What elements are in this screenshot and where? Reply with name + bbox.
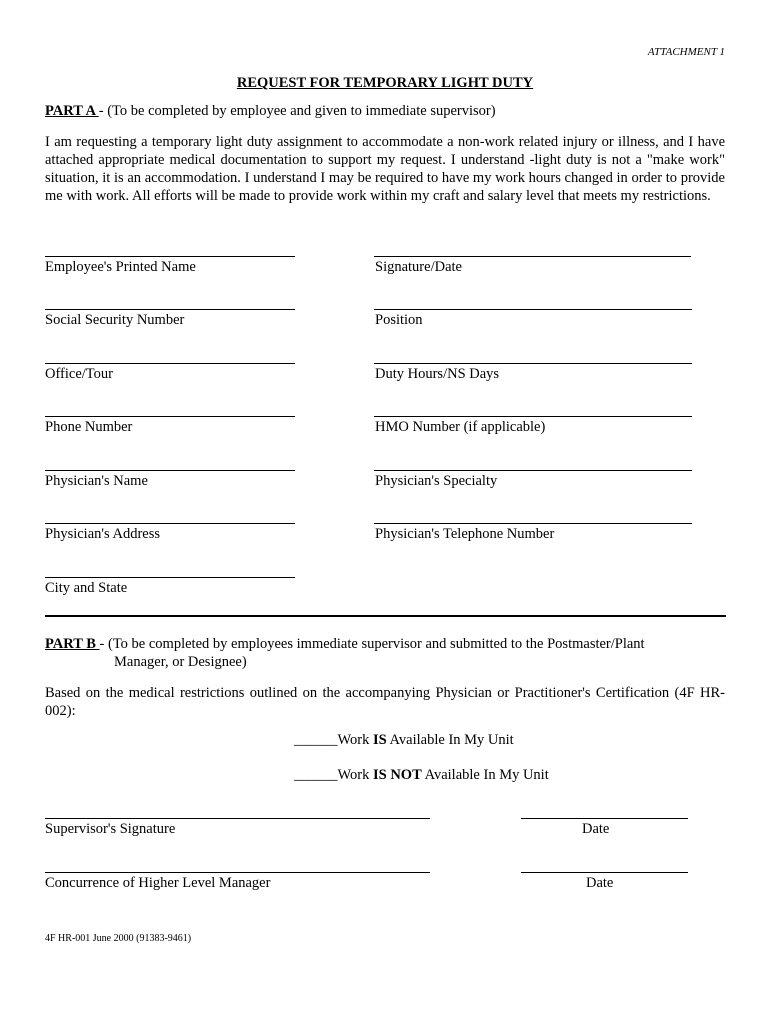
duty-hours-label: Duty Hours/NS Days	[375, 366, 500, 382]
physician-phone-line[interactable]	[374, 523, 692, 524]
date-2-line[interactable]	[521, 872, 688, 873]
part-b-instruction-cont: Manager, or Designee)	[114, 654, 247, 670]
option-not-available-pre: Work	[337, 767, 373, 783]
option-not-available-blank[interactable]: ______	[294, 767, 338, 783]
form-title: REQUEST FOR TEMPORARY LIGHT DUTY	[236, 75, 534, 91]
concurrence-label: Concurrence of Higher Level Manager	[45, 875, 271, 891]
signature-date-label: Signature/Date	[375, 259, 462, 275]
employee-name-line[interactable]	[45, 256, 295, 257]
attachment-label: ATTACHMENT 1	[647, 46, 725, 58]
city-state-label: City and State	[45, 580, 128, 596]
ssn-line[interactable]	[45, 309, 295, 310]
option-available-bold: IS	[372, 732, 387, 748]
physician-specialty-line[interactable]	[374, 470, 692, 471]
duty-hours-line[interactable]	[374, 363, 692, 364]
part-b-paragraph: Based on the medical restrictions outlined on the accompanying Physician or Practitioner's Certification (4F HR-002):	[45, 685, 725, 719]
ssn-label: Social Security Number	[45, 312, 185, 328]
section-divider	[45, 615, 726, 617]
option-not-available-post: Available In My Unit	[421, 767, 549, 783]
office-tour-label: Office/Tour	[45, 366, 113, 382]
physician-name-line[interactable]	[45, 470, 295, 471]
date-1-line[interactable]	[521, 818, 688, 819]
part-a-heading	[45, 103, 496, 120]
option-not-available-bold: IS NOT	[372, 767, 422, 783]
part-b-instruction: - (To be completed by employees immediate supervisor and submitted to the Postmaster/Plant	[99, 636, 645, 652]
position-line[interactable]	[374, 309, 692, 310]
option-work-not-available[interactable]	[294, 767, 549, 784]
signature-date-line[interactable]	[374, 256, 691, 257]
option-available-blank[interactable]: ______	[294, 732, 338, 748]
form-footer-id: 4F HR-001 June 2000 (91383-9461)	[45, 933, 192, 944]
part-a-instruction: - (To be completed by employee and given to immediate supervisor)	[98, 103, 496, 119]
part-a-paragraph: I am requesting a temporary light duty assignment to accommodate a non-work related injury or illness, and I have attached appropriate medical documentation to support my request. I understand -light duty is not a "make work" situation, it is an accommodation. I understand I may be required to have my work hours changed in order to provide me with work. All efforts will be made to provide work within my craft and salary level that meets my restrictions.	[45, 134, 725, 204]
physician-name-label: Physician's Name	[45, 473, 148, 489]
physician-address-label: Physician's Address	[45, 526, 160, 542]
part-b-heading	[45, 636, 645, 653]
city-state-line[interactable]	[45, 577, 295, 578]
phone-label: Phone Number	[45, 419, 133, 435]
hmo-line[interactable]	[374, 416, 692, 417]
supervisor-signature-line[interactable]	[45, 818, 430, 819]
option-available-pre: Work	[337, 732, 373, 748]
position-label: Position	[375, 312, 423, 328]
hmo-label: HMO Number (if applicable)	[375, 419, 546, 435]
employee-name-label: Employee's Printed Name	[45, 259, 196, 275]
physician-phone-label: Physician's Telephone Number	[375, 526, 555, 542]
concurrence-line[interactable]	[45, 872, 430, 873]
date-2-label: Date	[586, 875, 614, 891]
option-work-available[interactable]	[294, 732, 514, 749]
option-available-post: Available In My Unit	[386, 732, 514, 748]
physician-specialty-label: Physician's Specialty	[375, 473, 498, 489]
physician-address-line[interactable]	[45, 523, 295, 524]
phone-line[interactable]	[45, 416, 295, 417]
date-1-label: Date	[582, 821, 610, 837]
supervisor-signature-label: Supervisor's Signature	[45, 821, 176, 837]
part-a-label: PART A	[45, 103, 99, 119]
office-tour-line[interactable]	[45, 363, 295, 364]
part-b-label: PART B	[45, 636, 100, 652]
